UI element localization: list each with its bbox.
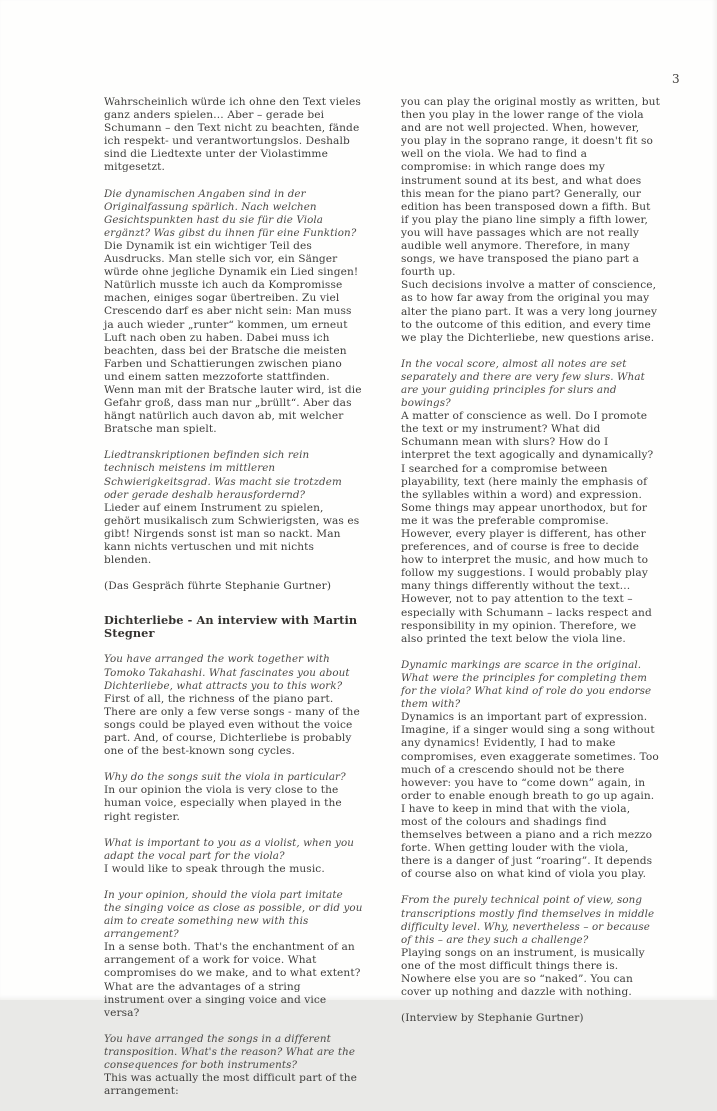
interview-question: Die dynamischen Angaben sind in der Originalfassung spärlich. Nach welchen Gesichtspunkten hast du sie für die Viola ergänzt? Was gibst du ihnen für eine Funktion?: [104, 187, 357, 239]
interview-question: You have arranged the songs in a different transposition. What's the reason? What are the consequences for both instruments?: [104, 1032, 356, 1071]
interview-question: From the purely technical point of view, song transcriptions mostly find themselves in middle difficulty level. Why, nevertheless – or because of this – are they such a challenge?: [401, 894, 655, 946]
paragraph: Die Dynamik ist ein wichtiger Teil des Ausdrucks. Man stelle sich vor, ein Sänger würde ohne jegliche Dynamik ein Lied singen! Natürlich musste ich auch da Kompromisse machen, einiges sogar übertreiben. Zu viel Crescendo darf es aber nicht sein: Man muss ja auch wieder „runter“ kommen, um erneut Luft nach oben zu haben. Dabei muss ich beachten, dass bei der Bratsche die meisten Farben und Schattierungen zwischen piano und einem satten mezzoforte stattfinden. Wenn man mit der Bratsche lauter wird, ist die Gefahr groß, dass man nur „brüllt“. Aber das hängt natürlich auch davon ab, mit welcher Bratsche man spielt.: [104, 239, 362, 436]
paragraph: In a sense both. That's the enchantment of an arrangement of a work for voice. What compromises do we make, and to what extent? What are the advantages of a string instrument over a singing voice and vice versa?: [104, 941, 361, 1019]
interview-question: What is important to you as a violist, when you adapt the vocal part for the viola?: [104, 836, 354, 862]
interview-question: In the vocal score, almost all notes are set separately and there are very few slurs. What are your guiding principles for slurs and bowings?: [401, 357, 645, 410]
interview-question: You have arranged the work together with Tomoko Takahashi. What fascinates you about Dichterliebe, what attracts you to this work?: [104, 653, 350, 692]
left-column: [104, 96, 363, 1111]
interview-question: Dynamic markings are scarce in the original. What were the principles for completing them for the viola? What kind of role do you endorse them with?: [401, 658, 652, 711]
paragraph: First of all, the richness of the piano part. There are only a few verse songs - many of the songs could be played even without the voice part. And, of course, Dichterliebe is probably one of the best-known song cycles.: [104, 692, 360, 758]
page-number: 3: [672, 72, 680, 86]
paragraph: This was actually the most difficult part of the arrangement:: [104, 1072, 358, 1098]
interview-question: Liedtranskriptionen befinden sich rein technisch meistens im mittleren Schwierigkeitsgrad. Was macht sie trotzdem oder gerade deshalb herausfordernd?: [104, 449, 342, 501]
text-columns: [104, 96, 660, 1111]
interview-credit: (Interview by Stephanie Gurtner): [401, 1012, 584, 1025]
paragraph: Dynamics is an important part of expression. Imagine, if a singer would sing a song without any dynamics! Evidently, I had to make compromises, even exaggerate sometimes. Too much of a crescendo should not be there however: you have to “come down” again, in order to enable enough breath to go up again. I have to keep in mind that with the viola, most of the colours and shadings find themselves between a piano and a rich mezzo forte. When getting louder with the viola, there is a danger of just “roaring”. It depends of course also on what kind of viola you play.: [401, 711, 659, 881]
paragraph: A matter of conscience as well. Do I promote the text or my instrument? What did Schumann mean with slurs? How do I interpret the text agogically and dynamically? I searched for a compromise between playability, text (here mainly the emphasis of the syllables within a word) and expression. Some things may appear unorthodox, but for me it was the preferable compromise. However, every player is different, has other preferences, and of course is free to decide how to interpret the music, and how much to follow my suggestions. I would probably play many things differently without the text… However, not to pay attention to the text – especially with Schumann – lacks respect and responsibility in my opinion. Therefore, we also printed the text below the viola line.: [401, 410, 654, 645]
interview-question: Why do the songs suit the viola in particular?: [104, 771, 346, 784]
paragraph: Wahrscheinlich würde ich ohne den Text vieles ganz anders spielen… Aber – gerade bei Schumann – den Text nicht zu beachten, fände ich respekt- und verantwortungslos. Deshalb sind die Liedtexte unter der Violastimme mitgesetzt.: [104, 96, 361, 174]
interview-question: In your opinion, should the viola part imitate the singing voice as close as possible, or did you aim to create something new with this arrangement?: [104, 888, 363, 941]
interview-credit: (Das Gespräch führte Stephanie Gurtner): [104, 580, 332, 593]
paragraph: you can play the original mostly as written, but then you play in the lower range of the viola and are not well projected. When, however, you play in the soprano range, it doesn't fit so well on the viola. We had to find a compromise: in which range does my instrument sound at its best, and what does this mean for the piano part? Generally, our edition has been transposed down a fifth. But if you play the piano line simply a fifth lower, you will have passages which are not really audible well anymore. Therefore, in many songs, we have transposed the piano part a fourth up.: [401, 96, 660, 279]
right-column: [401, 96, 660, 1038]
paragraph: Such decisions involve a matter of conscience, as to how far away from the original you may alter the piano part. It was a very long journey to the outcome of this edition, and every time we play the Dichterliebe, new questions arise.: [401, 279, 658, 344]
paragraph: In our opinion the viola is very close to the human voice, especially when played in the right register.: [104, 784, 342, 823]
paragraph: Lieder auf einem Instrument zu spielen, gehört musikalisch zum Schwierigsten, was es gibt! Nirgends sonst ist man so nackt. Man kann nichts vertuschen und mit nichts blenden.: [104, 501, 360, 567]
paragraph: Playing songs on an instrument, is musically one of the most difficult things there is. Nowhere else you are so “naked”. You can cover up nothing and dazzle with nothing.: [401, 946, 645, 999]
section-heading: Dichterliebe - An interview with Martin Stegner: [104, 613, 358, 641]
paragraph: I would like to speak through the music.: [104, 862, 325, 875]
